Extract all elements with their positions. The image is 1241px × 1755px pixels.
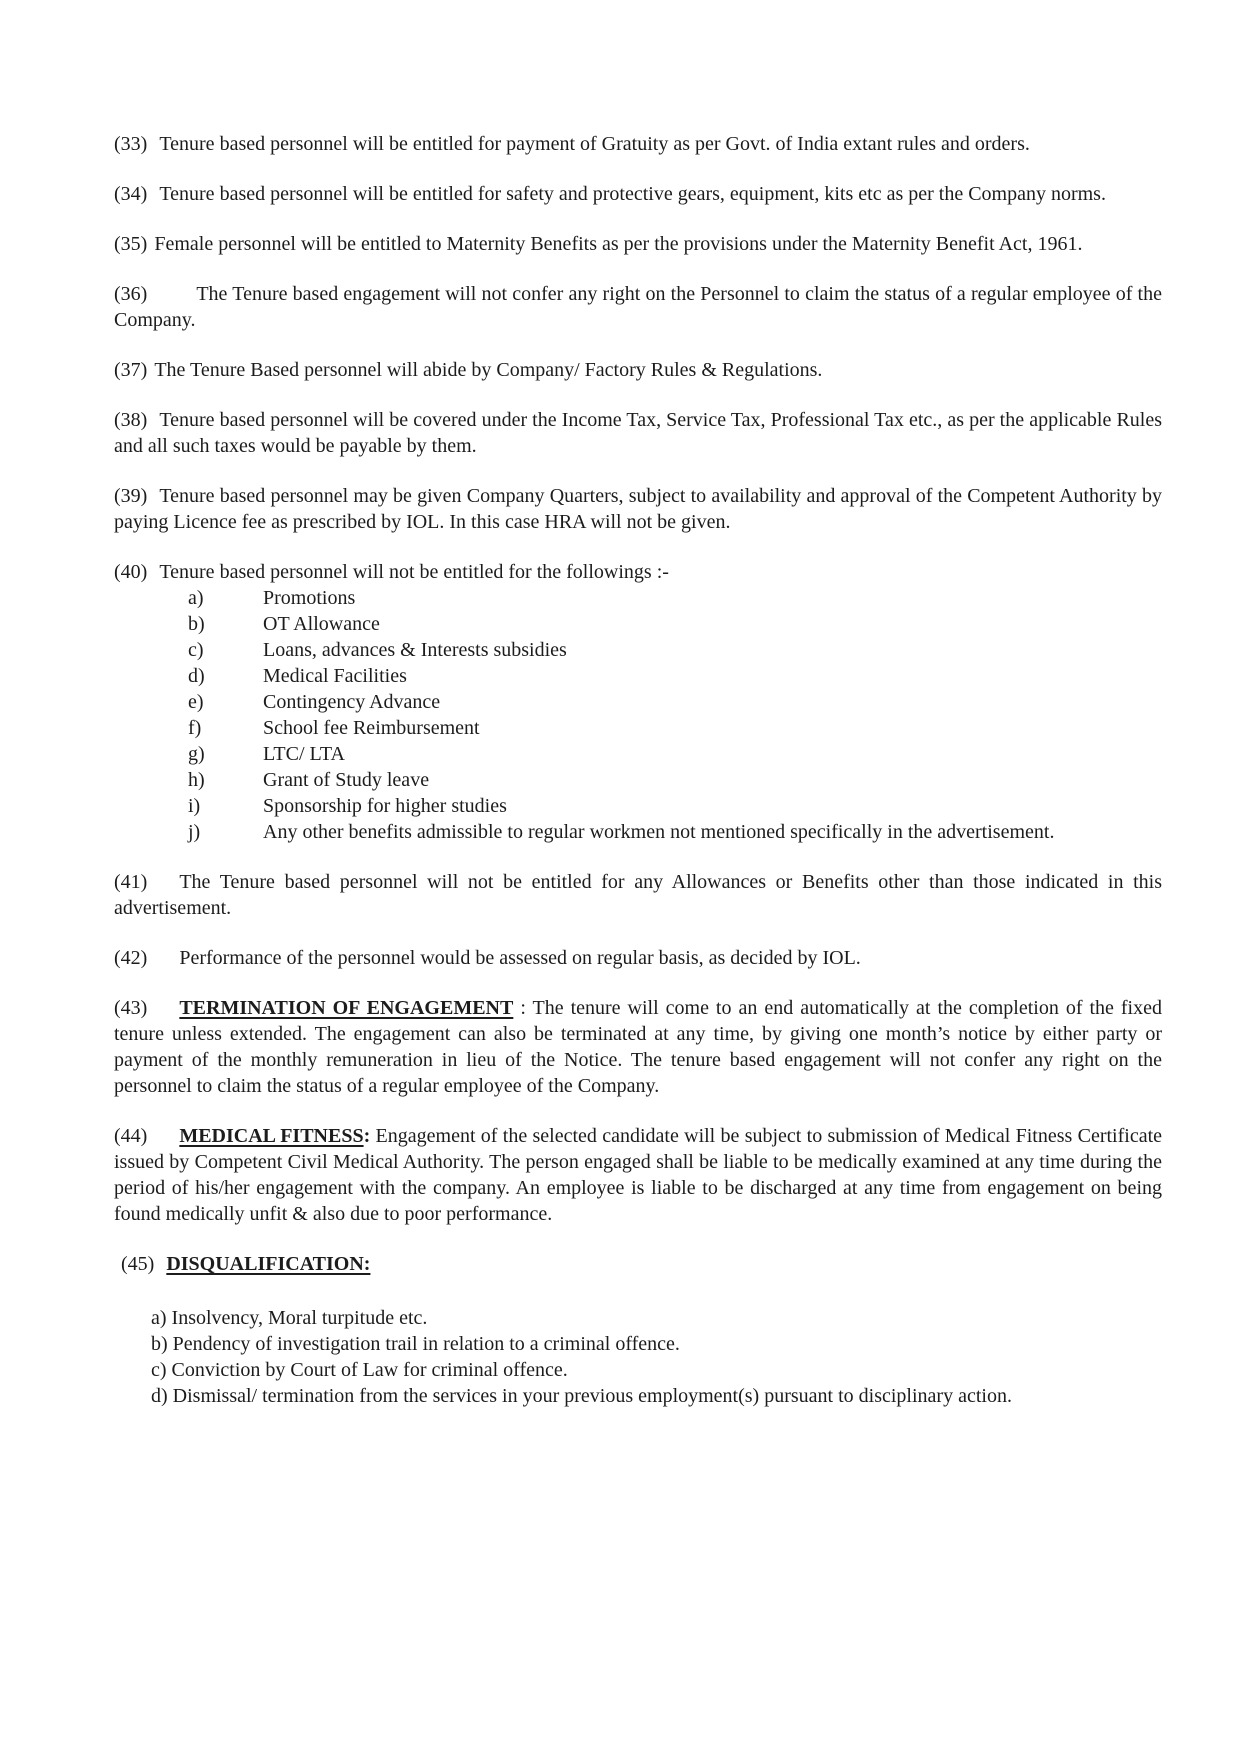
clause-45-number: (45) — [121, 1253, 155, 1275]
list-item — [114, 689, 1162, 715]
list-item-text: Loans, advances & Interests subsidies — [263, 639, 567, 661]
clause-38-number: (38) — [114, 409, 148, 431]
list-item-text: Medical Facilities — [263, 665, 407, 687]
list-item — [114, 585, 1162, 611]
clause-39-text: Tenure based personnel may be given Company Quarters, subject to availability and approval of the Competent Authority by paying Licence fee as prescribed by IOL. In this case HRA will not be given. — [114, 485, 1162, 533]
clause-38-text: Tenure based personnel will be covered under the Income Tax, Service Tax, Professional Tax etc., as per the applicable Rules and all such taxes would be payable by them. — [114, 409, 1162, 457]
clause-39-number: (39) — [114, 485, 148, 507]
clause-34-text: Tenure based personnel will be entitled for safety and protective gears, equipment, kits etc as per the Company norms. — [159, 183, 1106, 205]
clause-41 — [114, 869, 1162, 921]
clause-41-text: The Tenure based personnel will not be entitled for any Allowances or Benefits other than those indicated in this advertisement. — [114, 871, 1162, 919]
list-item-letter: e) — [188, 691, 204, 713]
clause-37-number: (37) — [114, 359, 148, 381]
clause-33 — [114, 131, 1162, 157]
clause-36 — [114, 281, 1162, 333]
disqualification-item: b) Pendency of investigation trail in relation to a criminal offence. — [151, 1333, 680, 1355]
list-item-text: Contingency Advance — [263, 691, 441, 713]
disqualification-item: c) Conviction by Court of Law for criminal offence. — [151, 1359, 568, 1381]
spacer — [147, 149, 159, 150]
clause-43-separator: : — [513, 997, 533, 1019]
spacer — [147, 199, 159, 200]
clause-36-number: (36) — [114, 283, 148, 305]
list-item — [114, 663, 1162, 689]
list-item-text: OT Allowance — [263, 613, 380, 635]
spacer — [147, 887, 179, 888]
clause-43 — [114, 995, 1162, 1099]
list-item — [114, 637, 1162, 663]
clause-35-text: Female personnel will be entitled to Maternity Benefits as per the provisions under the Maternity Benefit Act, 1961. — [154, 233, 1083, 255]
clause-39 — [114, 483, 1162, 535]
list-item — [114, 741, 1162, 767]
clause-37 — [114, 357, 1162, 383]
clause-44-separator: : — [363, 1125, 376, 1147]
clause-42 — [114, 945, 1162, 971]
list-item-text: Grant of Study leave — [263, 769, 430, 791]
clause-33-text: Tenure based personnel will be entitled for payment of Gratuity as per Govt. of India extant rules and orders. — [159, 133, 1030, 155]
clause-40-number: (40) — [114, 561, 148, 583]
spacer — [147, 501, 159, 502]
clause-45-heading: DISQUALIFICATION: — [166, 1253, 371, 1275]
clause-33-number: (33) — [114, 133, 148, 155]
list-item — [114, 793, 1162, 819]
spacer — [154, 1269, 166, 1270]
clause-42-text: Performance of the personnel would be assessed on regular basis, as decided by IOL. — [179, 947, 861, 969]
clause-37-text: The Tenure Based personnel will abide by Company/ Factory Rules & Regulations. — [154, 359, 823, 381]
clause-35-number: (35) — [114, 233, 148, 255]
clause-36-text: The Tenure based engagement will not confer any right on the Personnel to claim the status of a regular employee of the Company. — [114, 283, 1162, 331]
list-item-letter: a) — [188, 587, 204, 609]
spacer — [147, 425, 159, 426]
clause-43-number: (43) — [114, 997, 148, 1019]
list-item-letter: d) — [188, 665, 205, 687]
spacer — [147, 1141, 179, 1142]
list-item-text: Sponsorship for higher studies — [263, 795, 507, 817]
list-item — [114, 819, 1162, 845]
clause-44 — [114, 1123, 1162, 1227]
list-item-letter: c) — [188, 639, 204, 661]
clause-40-intro-text: Tenure based personnel will not be entitled for the followings :- — [159, 561, 669, 583]
list-item — [114, 611, 1162, 637]
clause-41-number: (41) — [114, 871, 148, 893]
list-item-text: Any other benefits admissible to regular workmen not mentioned specifically in the advertisement. — [263, 821, 1055, 843]
list-item-letter: g) — [188, 743, 205, 765]
list-item-letter: h) — [188, 769, 205, 791]
spacer — [147, 963, 179, 964]
list-item — [114, 715, 1162, 741]
list-item-text: Promotions — [263, 587, 356, 609]
clause-35 — [114, 231, 1162, 257]
clause-44-text: Engagement of the selected candidate will be subject to submission of Medical Fitness Certificate issued by Competent Civil Medical Authority. The person engaged shall be liable to be medically examined at any time during the period of his/her engagement with the company. An employee is liable to be discharged at any time from engagement on being found medically unfit & also due to poor performance. — [114, 1125, 1163, 1225]
clause-45-heading-line — [114, 1251, 1162, 1277]
spacer — [147, 299, 196, 300]
disqualification-item: d) Dismissal/ termination from the services in your previous employment(s) pursuant to disciplinary action. — [151, 1385, 1012, 1407]
spacer — [147, 577, 159, 578]
clause-34 — [114, 181, 1162, 207]
list-item-text: LTC/ LTA — [263, 743, 345, 765]
clause-43-text: The tenure will come to an end automatically at the completion of the fixed tenure unless extended. The engagement can also be terminated at any time, by giving one month’s notice by either party or payment of the monthly remuneration in lieu of the Notice. The tenure based engagement will not confer any right on the personnel to claim the status of a regular employee of the Company. — [114, 997, 1162, 1097]
clause-38 — [114, 407, 1162, 459]
clause-34-number: (34) — [114, 183, 148, 205]
spacer — [147, 1013, 179, 1014]
clause-40-intro — [114, 559, 1162, 585]
list-item-letter: f) — [188, 717, 202, 739]
list-item-letter: j) — [188, 821, 201, 843]
list-item-letter: i) — [188, 795, 201, 817]
list-item-letter: b) — [188, 613, 205, 635]
clause-44-heading: MEDICAL FITNESS — [179, 1125, 364, 1147]
clause-43-heading: TERMINATION OF ENGAGEMENT — [179, 997, 514, 1019]
clause-45-list — [114, 1305, 1162, 1409]
clause-44-number: (44) — [114, 1125, 148, 1147]
list-item-text: School fee Reimbursement — [263, 717, 480, 739]
list-item — [114, 767, 1162, 793]
clause-40-list — [114, 585, 1162, 845]
clause-42-number: (42) — [114, 947, 148, 969]
disqualification-item: a) Insolvency, Moral turpitude etc. — [151, 1307, 428, 1329]
